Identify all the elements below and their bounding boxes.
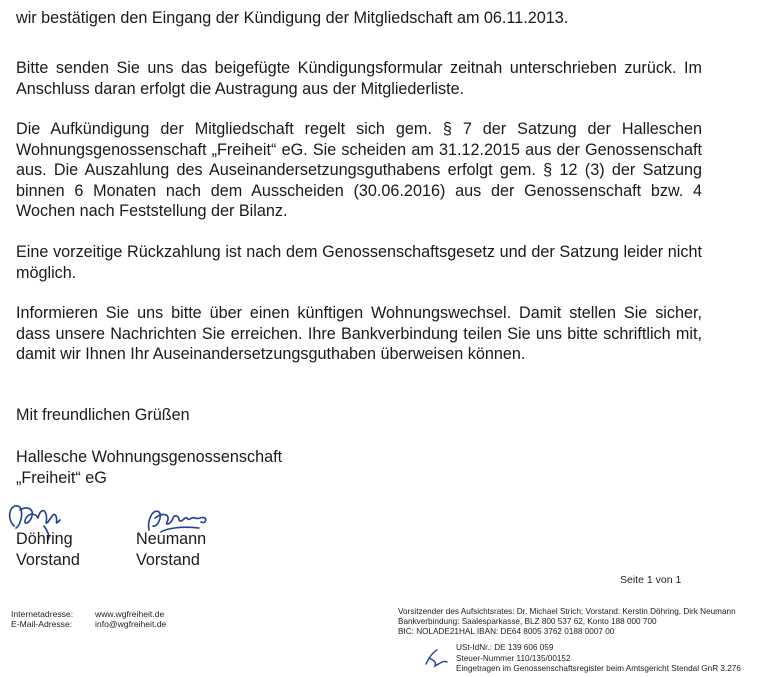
organization-line-2: „Freiheit“ eG <box>16 468 107 487</box>
intro-paragraph: wir bestätigen den Eingang der Kündigung der Mitgliedschaft am 06.11.2013. <box>16 9 569 27</box>
footer-vat-line: USt-IdNr.: DE 139 606 059 <box>456 643 554 652</box>
organization-name <box>16 447 702 488</box>
footer-register-line: Eingetragen im Genossenschaftsregister beim Amtsgericht Stendal GnR 3.276 <box>456 664 741 674</box>
signatory-name: Döhring <box>16 530 73 548</box>
page-indicator: Seite 1 von 1 <box>620 574 682 586</box>
internet-link[interactable]: www.wgfreiheit.de <box>95 609 165 619</box>
organization-line-1: Hallesche Wohnungsgenossenschaft <box>16 448 283 466</box>
footer-company-info <box>398 607 736 638</box>
initials-signature-icon <box>423 646 449 668</box>
return-form-paragraph: Bitte senden Sie uns das beigefügte Kündigungsformular zeitnah unterschrieben zurück. Im Anschluss daran erfolgt die Austragung aus der Mitgliederliste. <box>16 59 702 98</box>
internet-label: Internetadresse: <box>11 609 74 619</box>
email-link[interactable]: info@wgfreiheit.de <box>95 619 167 630</box>
footer-board-line: Vorsitzender des Aufsichtsrates: Dr. Michael Strich; Vorstand: Kerstin Döhring, Dirk Neumann <box>398 607 736 616</box>
signatory-role: Vorstand <box>16 551 80 569</box>
early-repayment-paragraph: Eine vorzeitige Rückzahlung ist nach dem Genossenschaftsgesetz und der Satzung leider nicht möglich. <box>16 243 702 282</box>
footer-bank-line: Bankverbindung: Saalesparkasse, BLZ 800 537 62, Konto 188 000 700 <box>398 617 657 627</box>
signatory-doehring <box>16 529 80 571</box>
email-label: E-Mail-Adresse: <box>11 619 73 630</box>
signatory-name: Neumann <box>136 530 207 548</box>
closing-salutation: Mit freundlichen Grüßen <box>16 406 190 424</box>
signatory-role: Vorstand <box>136 551 200 569</box>
footer-registration-info <box>456 643 741 675</box>
termination-rules-paragraph: Die Aufkündigung der Mitgliedschaft regelt sich gem. § 7 der Satzung der Halleschen Wohnungsgenossenschaft „Freiheit“ eG. Sie scheiden am 31.12.2015 aus der Genossenschaft aus. Die Auszahlung des Auseinandersetzungsguthabens erfolgt gem. § 12 (3) der Satzung binnen 6 Monaten nach dem Ausscheiden (30.06.2016) aus der Genossenschaft bzw. 4 Wochen nach Feststellung der Bilanz. <box>16 120 702 221</box>
footer-contact <box>11 609 166 630</box>
signatory-neumann <box>136 529 206 571</box>
notification-paragraph: Informieren Sie uns bitte über einen künftigen Wohnungswechsel. Damit stellen Sie sicher, dass unsere Nachrichten Sie erreichen. Ihre Bankverbindung teilen Sie uns bitte schriftlich mit, damit wir Ihnen Ihr Auseinandersetzungsguthaben überweisen können. <box>16 304 702 364</box>
footer-bic-line: BIC: NOLADE21HAL IBAN: DE64 8005 3762 0188 0007 00 <box>398 627 615 637</box>
footer-tax-line: Steuer-Nummer 110/135/00152 <box>456 653 571 663</box>
